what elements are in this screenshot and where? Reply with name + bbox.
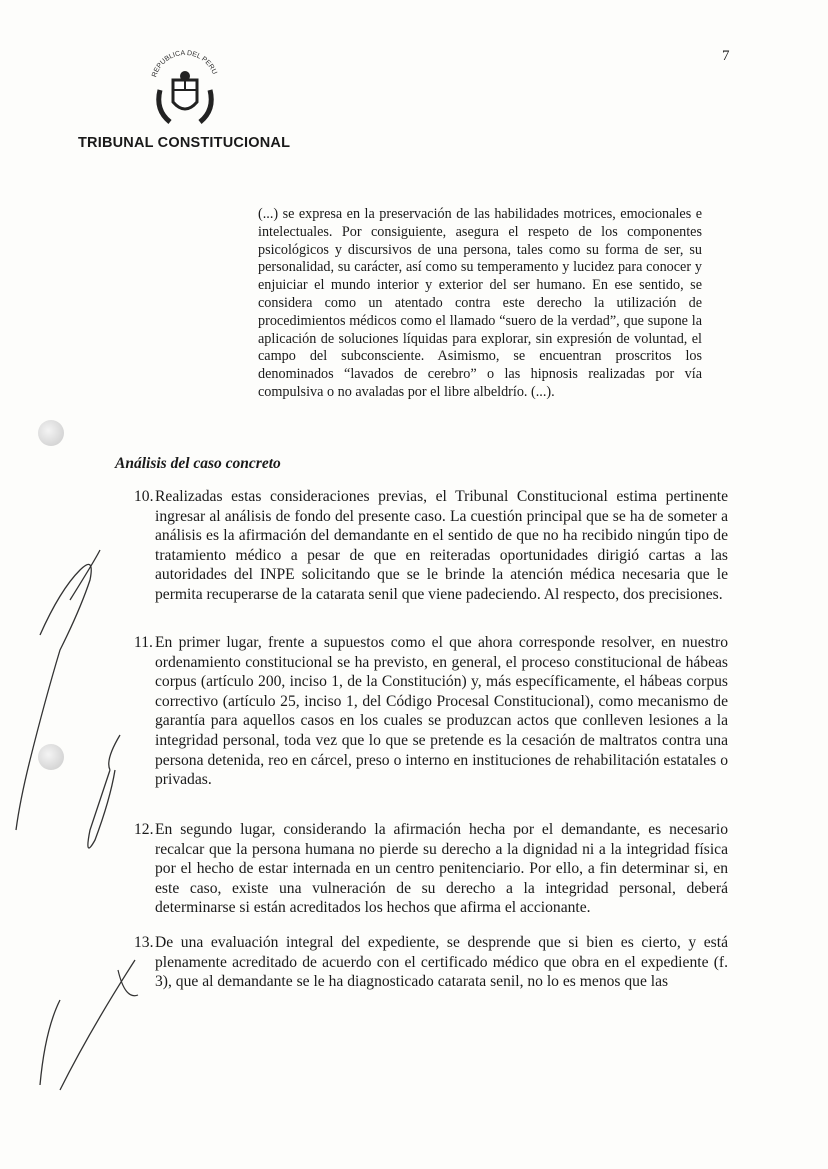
paragraph-text: En primer lugar, frente a supuestos como el que ahora corresponde resolver, en nuestro ordenamiento constitucional se ha previsto, en general, el proceso constitucional de hábeas corpus (artículo 200, inciso 1, de la Constitución) y, más específicamente, el hábeas corpus correctivo (artículo 25, inciso 1, del Código Procesal Constitucional), como mecanismo de garantía para aquellos casos en los cuales se produzcan actos que conlleven lesiones a la integridad personal, toda vez que lo que se pretende es la cesación de maltratos contra una persona detenida, reo en cárcel, preso o interno en instituciones de rehabilitación estatales o privadas. (155, 634, 728, 789)
paragraph-text: Realizadas estas consideraciones previas, el Tribunal Constitucional estima pertinente ingresar al análisis de fondo del presente caso. La cuestión principal que se ha de someter a análisis es la afirmación del demandante en el sentido de que no ha recibido ningún tipo de tratamiento médico a pesar de que en reiteradas oportunidades dirigió cartas a las autoridades del INPE solicitando que se le brinde la atención médica necesaria que le permita recuperarse de la catarata senil que viene padeciendo. Al respecto, dos precisiones. (155, 488, 728, 603)
paragraph-number: 13. (134, 934, 154, 951)
block-quote: (...) se expresa en la preservación de las habilidades motrices, emocionales e intelectuales. Por consiguiente, asegura el respeto de los componentes psicológicos y discursivos de una persona, tales como su forma de ser, su personalidad, su carácter, así como su temperamento y lucidez para conocer y enjuiciar el mundo interior y exterior del ser humano. En ese sentido, se considera como un atentado contra este derecho la utilización de procedimientos médicos como el llamado “suero de la verdad”, que supone la aplicación de soluciones líquidas para explorar, sin expresión de voluntad, el campo del subconsciente. Asimismo, se encuentran proscritos los denominados “lavados de cerebro” o las hipnosis realizadas por vía compulsiva o no avaladas por el libre albeldrío. (...). (258, 206, 702, 400)
page-number: 7 (722, 48, 730, 64)
paragraph-text: De una evaluación integral del expediente, se desprende que si bien es cierto, y está plenamente acreditado de acuerdo con el certificado médico que obra en el expediente (f. 3), que al demandante se le ha diagnosticado catarata senil, no lo es menos que las (155, 934, 728, 991)
section-heading: Análisis del caso concreto (115, 455, 281, 472)
svg-text:REPUBLICA DEL PERU: REPUBLICA DEL PERU (151, 49, 218, 79)
institution-name: TRIBUNAL CONSTITUCIONAL (78, 135, 291, 151)
paragraph-number: 12. (134, 821, 154, 838)
paragraph-number: 10. (134, 488, 154, 505)
paragraph-number: 11. (134, 634, 153, 651)
paragraph-text: En segundo lugar, considerando la afirmación hecha por el demandante, es necesario recalcar que la persona humana no pierde su derecho a la dignidad ni a la integridad física por el hecho de estar internada en un centro penitenciario. Por ello, a fin determinar si, en este caso, existe una vulneración de su derecho a la integridad personal, deberá determinarse si están acreditados los hechos que afirma el accionante. (155, 821, 728, 917)
